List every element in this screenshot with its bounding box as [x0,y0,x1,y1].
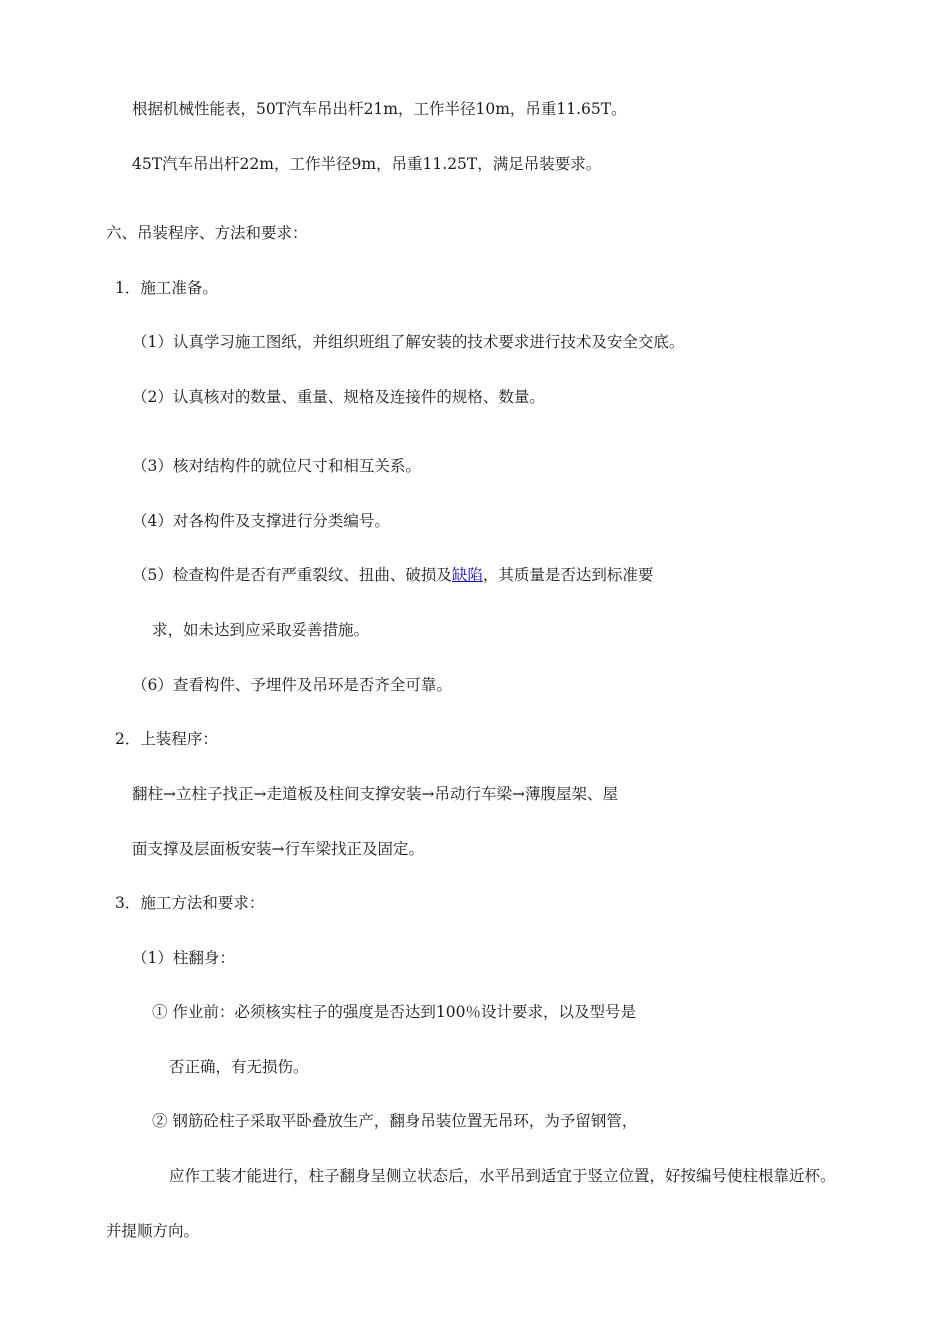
list-item-3: （3）核对结构件的就位尺寸和相互关系。 [132,457,421,475]
list-item-1: （1）认真学习施工图纸，并组织班组了解安装的技术要求进行技术及安全交底。 [132,333,685,351]
subheading-1-preparation: 1．施工准备。 [115,279,218,297]
list-item-6: （6）查看构件、予埋件及吊环是否齐全可靠。 [132,676,452,694]
subheading-2-procedure: 2．上装程序： [115,730,218,748]
method-step-1-continued: 否正确，有无损伤。 [169,1058,309,1076]
list-item-2: （2）认真核对的数量、重量、规格及连接件的规格、数量。 [132,388,545,406]
method-step-2-end: 并提顺方向。 [106,1222,200,1240]
list-item-5-text-before: （5）检查构件是否有严重裂纹、扭曲、破损及 [132,566,452,584]
method-step-1: ① 作业前：必须核实柱子的强度是否达到100％设计要求，以及型号是 [152,1003,637,1021]
paragraph-crane-45t: 45T汽车吊出杆22m，工作半径9m，吊重11.25T，满足吊装要求。 [132,155,602,173]
paragraph-crane-50t: 根据机械性能表，50T汽车吊出杆21m，工作半径10m，吊重11.65T。 [132,100,627,118]
list-item-5-text-after: ，其质量是否达到标准要 [482,566,654,584]
procedure-flow-line-1: 翻柱→立柱子找正→走道板及柱间支撑安装→吊动行车梁→薄腹屋架、屋 [132,785,618,803]
procedure-flow-line-2: 面支撑及层面板安装→行车梁找正及固定。 [132,840,424,858]
defect-link[interactable]: 缺陷 [451,566,483,584]
list-item-5-continued: 求，如未达到应采取妥善措施。 [152,621,370,639]
method-step-2-continued: 应作工装才能进行，柱子翻身呈侧立状态后，水平吊到适宜于竖立位置，好按编号使柱根靠近杯。 [169,1167,836,1185]
section-heading-6: 六、吊装程序、方法和要求： [106,224,308,242]
list-item-5 [132,564,653,586]
method-item-1: （1）柱翻身： [132,949,235,967]
method-step-2: ② 钢筋砼柱子采取平卧叠放生产，翻身吊装位置无吊环，为予留钢管， [152,1112,638,1130]
list-item-4: （4）对各构件及支撑进行分类编号。 [132,512,390,530]
subheading-3-methods: 3．施工方法和要求： [115,894,265,912]
